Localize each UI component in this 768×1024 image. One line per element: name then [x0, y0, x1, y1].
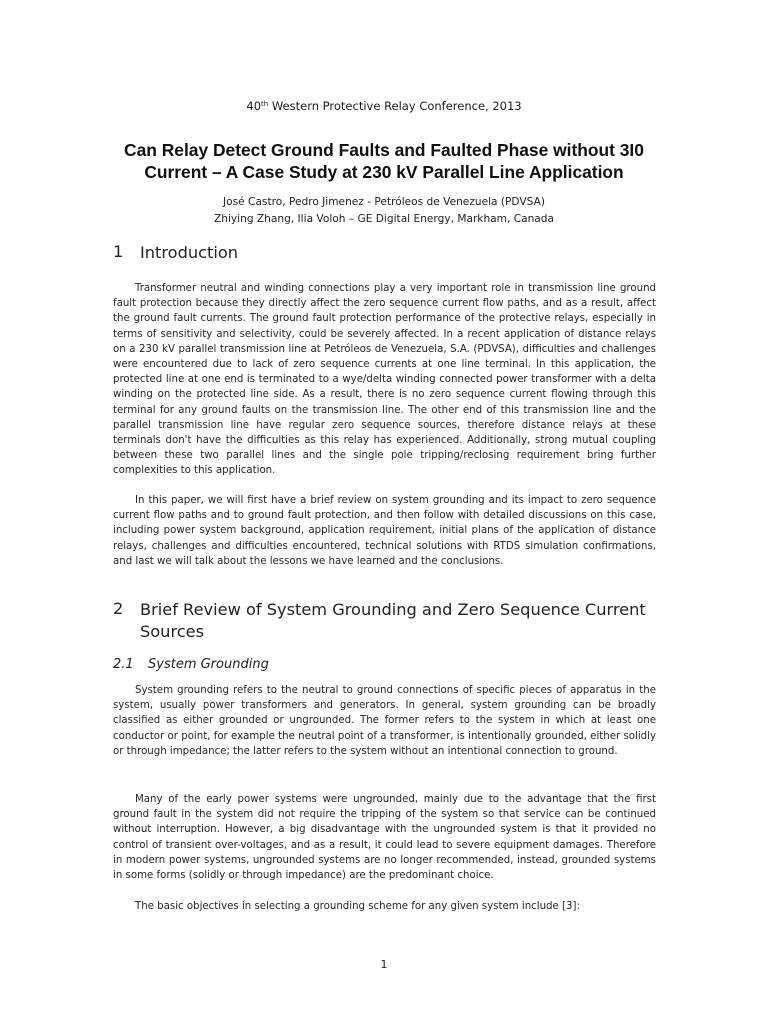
author-block	[0, 194, 768, 228]
section-title: Introduction	[140, 243, 239, 262]
authors-line-2: Zhiying Zhang, Ilia Voloh – GE Digital Energy, Markham, Canada	[213, 213, 555, 225]
subsection-number: 2.1	[113, 657, 134, 672]
conference-ordinal: th	[261, 100, 269, 108]
grounding-paragraph-2: Many of the early power systems were ungrounded, mainly due to the advantage that the first ground fault in the system did not require the tripping of the system so that service can be continued without interruption. However, a big disadvantage with the ungrounded system is that it provided no control of transient over-voltages, and as a result, it could lead to severe equipment damages. Therefore in modern power systems, ungrounded systems are no longer recommended, instead, grounded systems in some forms (solidly or through impedance) are the predominant choice.	[113, 794, 656, 882]
title-line-2: Current – A Case Study at 230 kV Parallel Line Application	[144, 162, 624, 182]
grounding-paragraph-1: System grounding refers to the neutral to ground connections of specific pieces of apparatus in the system, usually power transformers and generators. In general, system grounding can be broadly classified as either grounded or ungrounded. The former refers to the system in which at least one conductor or point, for example the neutral point of a transformer, is intentionally grounded, either solidly or through impedance; the latter refers to the system without an intentional connection to ground.	[113, 685, 656, 757]
conference-name: Western Protective Relay Conference, 2013	[268, 99, 522, 113]
intro-paragraph-1: Transformer neutral and winding connections play a very important role in transmission line ground fault protection because they directly affect the zero sequence current flow paths, and as a result, affect the ground fault currents. The ground fault protection performance of the protective relays, especially in terms of sensitivity and selectivity, could be severely affected. In a recent application of distance relays on a 230 kV parallel transmission line at Petróleos de Venezuela, S.A. (PDVSA), difficulties and challenges were encountered due to lack of zero sequence currents at one line terminal. In this application, the protected line at one end is terminated to a wye/delta winding connected power transformer with a delta winding on the protected line side. As a result, there is no zero sequence current flowing through this terminal for any ground faults on the transmission line. The other end of this transmission line and the parallel transmission line have regular zero sequence sources, therefore distance relays at these terminals don't have the difficulties as this relay has experienced. Additionally, strong mutual coupling between these two parallel lines and the single pole tripping/reclosing requirement bring further complexities to this application.	[113, 283, 656, 477]
conference-number: 40	[246, 99, 262, 113]
authors-line-1: José Castro, Pedro Jimenez - Petróleos de Venezuela (PDVSA)	[223, 196, 545, 208]
subsection-title: System Grounding	[148, 657, 269, 672]
conference-header	[0, 99, 768, 113]
paper-title	[80, 139, 688, 183]
grounding-paragraph-3: The basic objectives in selecting a grounding scheme for any given system include [3]:	[135, 901, 580, 912]
section-number: 2	[113, 599, 124, 618]
page-number: 1	[380, 958, 388, 971]
title-line-1: Can Relay Detect Ground Faults and Faulted Phase without 3I0	[124, 140, 644, 160]
section-title: Brief Review of System Grounding and Zero Sequence Current Sources	[140, 600, 646, 641]
intro-paragraph-2: In this paper, we will first have a brief review on system grounding and its impact to zero sequence current flow paths and to ground fault protection, and then follow with detailed discussions on this case, including power system background, application requirement, initial plans of the application of distance relays, challenges and difficulties encountered, technical solutions with RTDS simulation confirmations, and last we will talk about the lessons we have learned and the conclusions.	[113, 495, 656, 567]
section-number: 1	[113, 242, 124, 261]
